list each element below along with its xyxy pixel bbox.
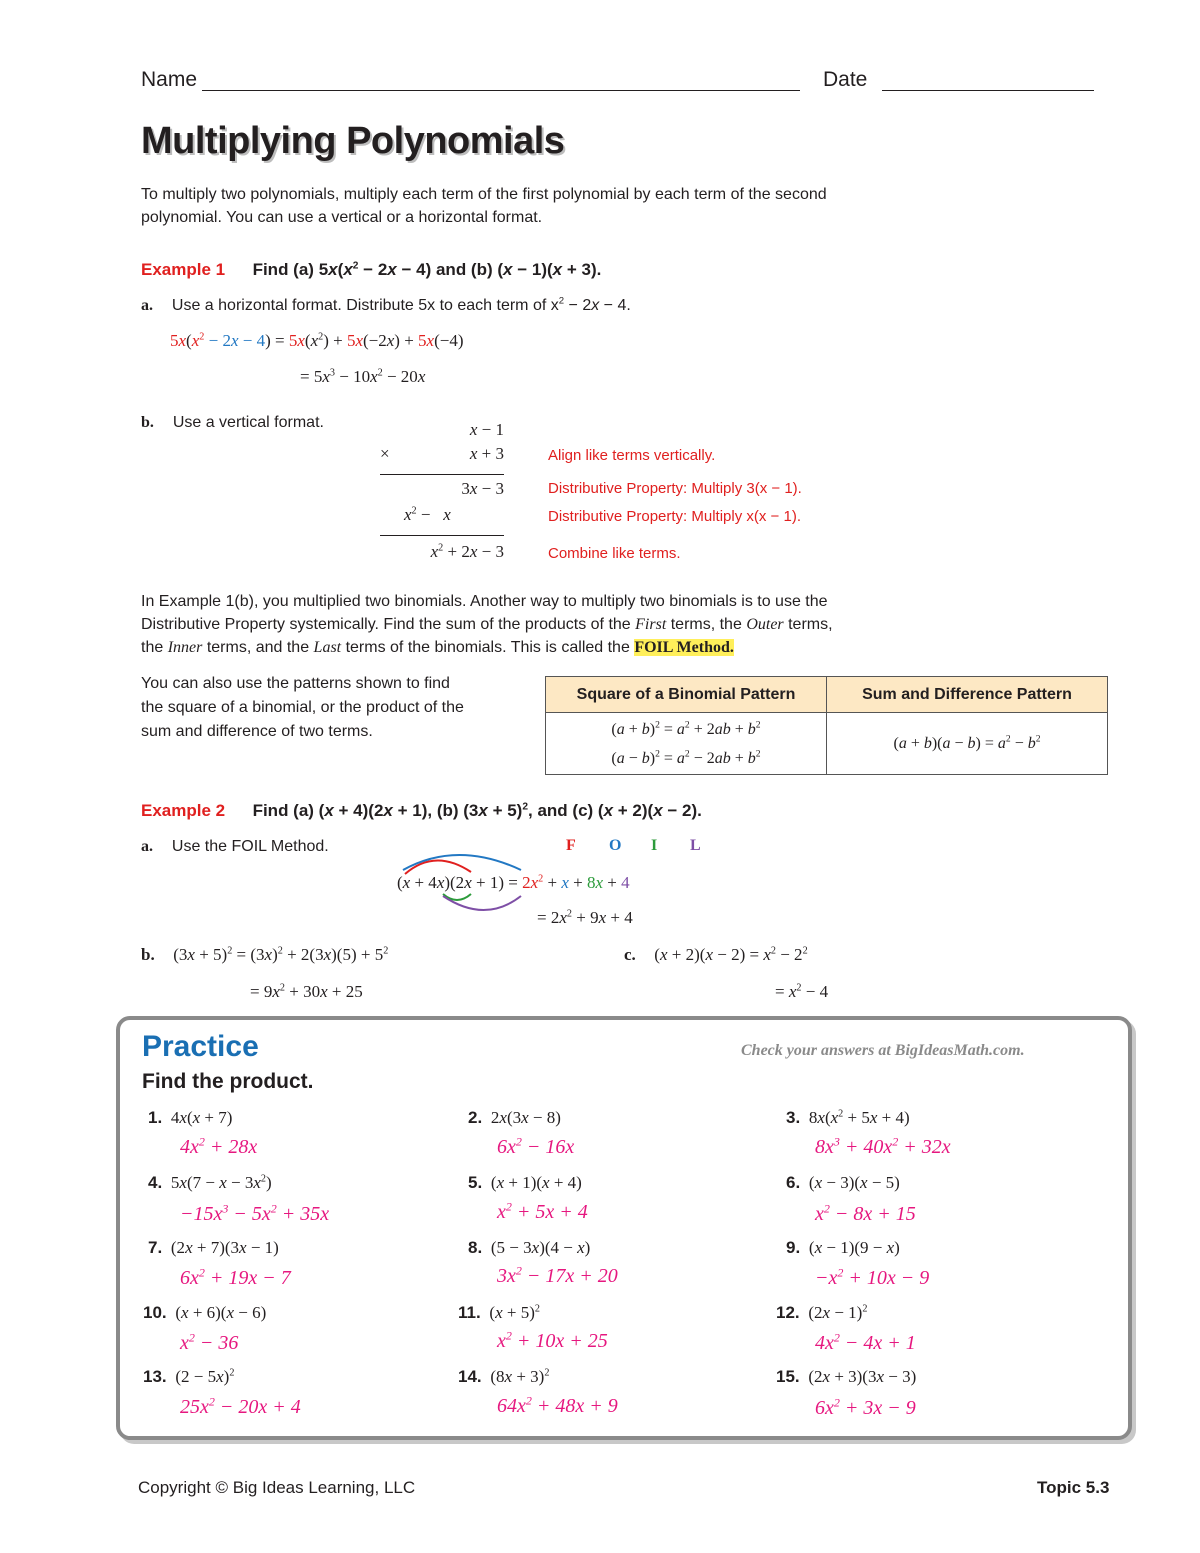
problem-12: 12. $(2x - 1)^2$ [776,1303,868,1322]
part-a-text: Use a horizontal format. Distribute 5x to each term of x [171,297,559,314]
patterns-intro-line: sum and difference of two terms. [141,723,373,740]
foil-intro-text: the [141,639,164,656]
name-field[interactable] [202,90,800,91]
note-distribute-3: Distributive Property: Multiply 3(x − 1). [548,480,802,497]
answer-6: $x^2 - 8x + 15$ [815,1201,916,1225]
note-align: Align like terms vertically. [548,447,716,464]
problem-6: 6. (x − 3)(x − 5) [786,1173,900,1192]
problem-number: 2. [468,1108,483,1127]
pattern-table [545,676,1108,775]
example2-part-a [141,838,329,856]
problem-7: 7. (2x + 7)(3x − 1) [148,1238,279,1257]
answer-1: $4x^2 + 28x$ [180,1134,258,1158]
answer-4: $-15x^3 - 5x^2 + 35x$ [180,1201,330,1225]
patterns-intro [141,672,464,744]
foil-intro-line: In Example 1(b), you multiplied two binomials. Another way to multiply two binomials is to use the [141,593,828,610]
intro-line: polynomial. You can use a vertical or a horizontal format. [141,209,543,226]
answer-12: $4x^2 - 4x + 1$ [815,1330,916,1354]
example1-a-line1: $5x(x^2 - 2x - 4) = 5x(x^2) + 5x(-2x) + 5x(-4)$ [170,331,464,350]
example1-heading: Example 1 Find (a) $5x(x^2 - 2x - 4)$ and (b) (x − 1)(x + 3). [141,260,602,279]
problem-9: 9. (x − 1)(9 − x) [786,1238,900,1257]
date-field[interactable] [882,90,1094,91]
name-label: Name [141,68,198,91]
problem-number: 3. [786,1108,801,1127]
foil-intro [141,590,833,659]
problem-number: 13. [143,1367,167,1386]
note-distribute-x: Distributive Property: Multiply x(x − 1). [548,508,801,525]
answer-13: $25x^2 - 20x + 4$ [180,1394,301,1418]
patterns-intro-line: You can also use the patterns shown to find [141,675,450,692]
foil-intro-text: Distributive Property systemically. Find the sum of the products of the [141,616,631,633]
problem-number: 14. [458,1367,482,1386]
answer-3: $8x^3 + 40x^2 + 32x$ [815,1134,951,1158]
answer-10: $x^2 - 36$ [180,1330,239,1354]
problem-number: 12. [776,1303,800,1322]
problem-15: 15. (2x + 3)(3x − 3) [776,1367,917,1386]
example2-b-result: = $9x^2 + 30x + 25$ [250,982,363,1001]
example1-part-b [141,414,324,432]
problem-number: 11. [458,1303,481,1322]
answer-11: $x^2 + 10x + 25$ [497,1328,608,1352]
example2-heading: Example 2 Find (a) (x + 4)(2x + 1), (b) $(3x + 5)^2$, and (c) (x + 2)(x − 2). [141,801,702,820]
problem-11: 11. $(x + 5)^2$ [458,1303,540,1322]
page-title: Multiplying Polynomials [141,120,565,162]
answer-14: $64x^2 + 48x + 9$ [497,1393,618,1417]
example2-part-b: b. $(3x + 5)^2 = (3x)^2 + 2(3x)(5) + 5^2$ [141,945,389,964]
problem-13: 13. $(2 - 5x)^2$ [143,1367,235,1386]
part-a-text: Use the FOIL Method. [171,838,329,855]
example1-label: Example 1 [141,260,226,279]
patterns-intro-line: the square of a binomial, or the product of the [141,699,464,716]
foil-letter-l: L [690,837,701,854]
problem-number: 5. [468,1173,483,1192]
part-letter: a. [141,297,153,314]
sum-difference-cell: $(a + b)(a - b) = a^2 - b^2$ [827,713,1108,775]
problem-number: 1. [148,1108,163,1127]
foil-letter-o: O [609,837,622,854]
problem-4: 4. $5x(7 - x - 3x^2)$ [148,1173,272,1192]
foil-inner: Inner [167,639,203,656]
date-label: Date [823,68,868,91]
foil-intro-text: terms, the [670,616,742,633]
foil-intro-text: terms, [788,616,833,633]
copyright-text: Copyright © Big Ideas Learning, LLC [138,1478,416,1497]
foil-line1: $(x + 4x)(2x + 1) = 2x^2 + x + 8x + 4$ [397,873,630,892]
foil-last: Last [313,639,342,656]
foil-letter-i: I [651,837,658,854]
foil-letter-f: F [566,837,576,854]
problem-number: 4. [148,1173,163,1192]
example1-a-line2: = $5x^3 - 10x^2 - 20x$ [300,367,426,386]
answer-15: $6x^2 + 3x - 9$ [815,1395,916,1419]
table-header: Square of a Binomial Pattern [546,677,827,713]
part-b-text: Use a vertical format. [172,414,324,431]
practice-subtitle: Find the product. [142,1070,314,1093]
square-binomial-cell: $(a + b)^2 = a^2 + 2ab + b^2$ $(a - b)^2 = a^2 - 2ab + b^2$ [546,713,827,775]
problem-number: 15. [776,1367,800,1386]
answer-5: $x^2 + 5x + 4$ [497,1199,588,1223]
foil-method-highlight: FOIL Method. [634,639,734,656]
topic-label: Topic 5.3 [1037,1478,1110,1497]
practice-title: Practice [142,1030,259,1063]
answer-7: $6x^2 + 19x - 7$ [180,1265,291,1289]
foil-first: First [635,616,667,633]
problem-number: 6. [786,1173,801,1192]
answer-8: $3x^2 - 17x + 20$ [497,1263,618,1287]
table-header: Sum and Difference Pattern [827,677,1108,713]
problem-10: 10. (x + 6)(x − 6) [143,1303,267,1322]
vertical-multiplication: x − 1 × x + 3 3x − 3 $x^2 - x$ $x^2 + 2x - 3$ [380,420,504,561]
foil-outer: Outer [746,616,784,633]
answer-2: $6x^2 - 16x$ [497,1134,575,1158]
problem-number: 7. [148,1238,163,1257]
problem-8: 8. (5 − 3x)(4 − x) [468,1238,591,1257]
problem-number: 10. [143,1303,167,1322]
check-answers-link[interactable]: Check your answers at BigIdeasMath.com. [741,1042,1025,1059]
example2-c-result: = $x^2 - 4$ [775,982,829,1001]
example2-part-c: c. $(x + 2)(x - 2) = x^2 - 2^2$ [624,945,808,964]
part-letter: a. [141,838,153,855]
problem-14: 14. $(8x + 3)^2$ [458,1367,550,1386]
problem-2: 2. 2x(3x − 8) [468,1108,561,1127]
note-combine: Combine like terms. [548,545,681,562]
example1-find: Find (a) [252,260,314,279]
problem-number: 8. [468,1238,483,1257]
example1-part-a: a. Use a horizontal format. Distribute 5x to each term of $x^2 - 2x - 4$. [141,295,631,314]
answer-9: $-x^2 + 10x - 9$ [815,1265,930,1289]
problem-3: 3. $8x(x^2 + 5x + 4)$ [786,1108,910,1127]
part-letter: b. [141,945,155,964]
part-letter: b. [141,414,154,431]
problem-number: 9. [786,1238,801,1257]
problem-1: 1. 4x(x + 7) [148,1108,233,1127]
foil-intro-text: terms of the binomials. This is called the [345,639,630,656]
foil-line2: = $2x^2 + 9x + 4$ [537,908,633,927]
intro-text [141,183,827,229]
intro-line: To multiply two polynomials, multiply each term of the first polynomial by each term of the second [141,186,827,203]
foil-intro-text: terms, and the [206,639,310,656]
problem-5: 5. (x + 1)(x + 4) [468,1173,582,1192]
part-letter: c. [624,945,636,964]
example2-label: Example 2 [141,801,226,820]
